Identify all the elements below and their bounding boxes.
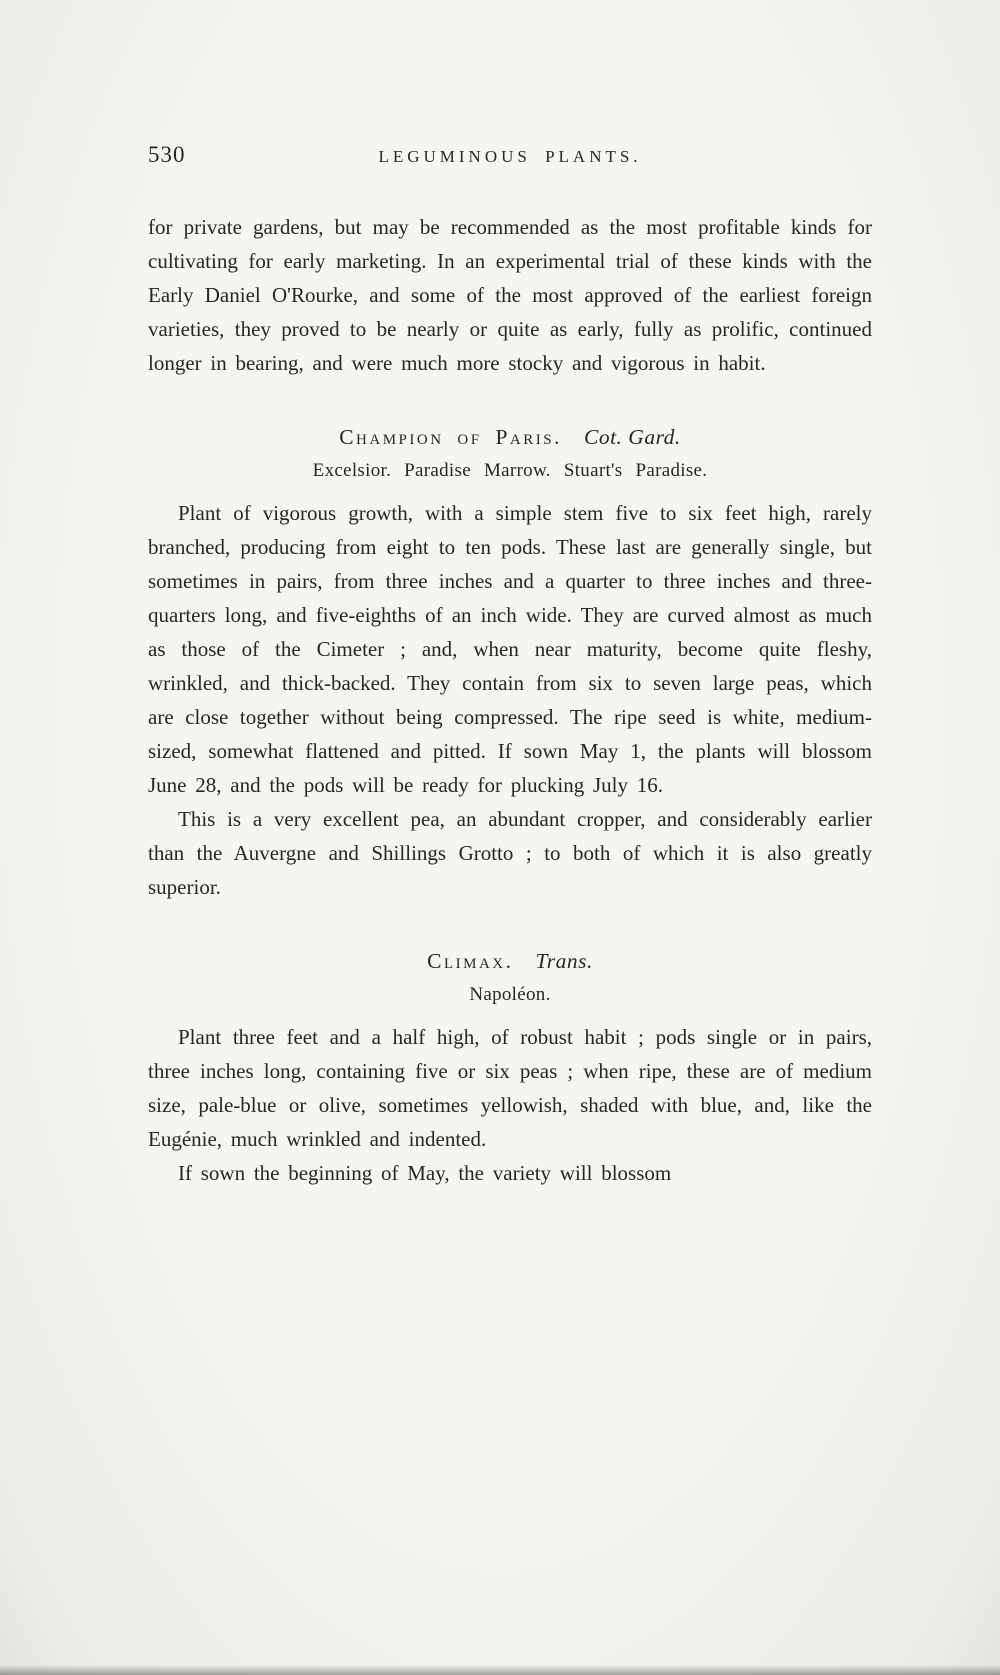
variety-name: Champion of Paris. [339,425,562,449]
synonyms-line: Excelsior. Paradise Marrow. Stuart's Paradise. [312,460,708,481]
section-heading-champion-of-paris [148,420,872,454]
page-number: 530 [148,142,186,167]
section-heading-climax [148,944,872,978]
running-header-title: LEGUMINOUS PLANTS. [378,147,642,166]
synonyms-line: Napoléon. [469,984,551,1005]
source-citation: Cot. Gard. [583,425,681,449]
commentary-paragraph: This is a very excellent pea, an abundant cropper, and considerably earlier than the Auvergne and Shillings Grotto ; to both of which it is also greatly superior. [148,807,872,899]
variety-name: Climax. [427,949,514,973]
intro-paragraph: for private gardens, but may be recommended as the most profitable kinds for cultivating for early marketing. In an experimental trial of these kinds with the Early Daniel O'Rourke, and some of the most approved of the earliest foreign varieties, they proved to be nearly or quite as early, fully as prolific, continued longer in bearing, and were much more stocky and vigorous in habit. [148,215,872,375]
source-citation: Trans. [535,949,593,973]
page-edge-shadow [0,1665,1000,1675]
text-block [148,140,872,1190]
continuation-paragraph: If sown the beginning of May, the variety will blossom [178,1161,672,1185]
running-header [148,140,872,174]
description-paragraph: Plant three feet and a half high, of robust habit ; pods single or in pairs, three inches long, containing five or six peas ; when ripe, these are of medium size, pale-blue or olive, sometimes yellowish, shaded with blue, and, like the Eugénie, much wrinkled and indented. [148,1025,872,1151]
description-paragraph: Plant of vigorous growth, with a simple stem five to six feet high, rarely branched, producing from eight to ten pods. These last are generally single, but sometimes in pairs, from three inches and a quarter to three inches and three-quarters long, and five-eighths of an inch wide. They are curved almost as much as those of the Cimeter ; and, when near maturity, become quite fleshy, wrinkled, and thick-backed. They contain from six to seven large peas, which are close together without being compressed. The ripe seed is white, medium-sized, somewhat flattened and pitted. If sown May 1, the plants will blossom June 28, and the pods will be ready for plucking July 16. [148,501,872,797]
